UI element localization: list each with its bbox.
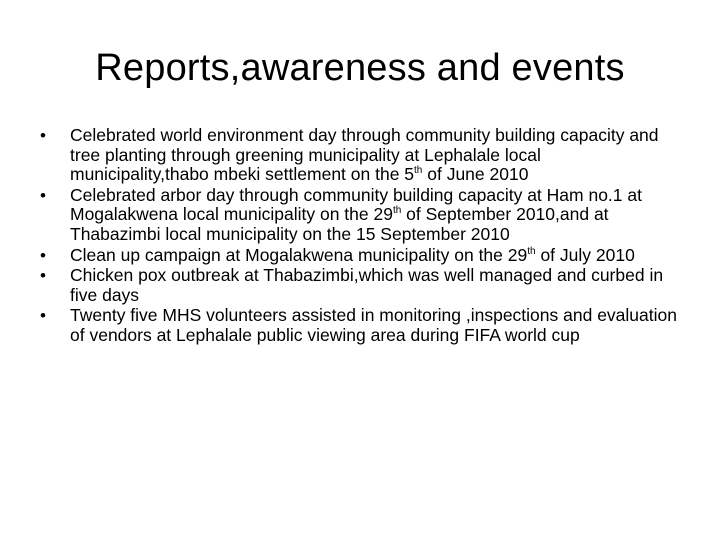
bullet-icon: • bbox=[40, 185, 46, 205]
bullet-icon: • bbox=[40, 306, 46, 326]
slide-title: Reports,awareness and events bbox=[95, 47, 625, 89]
bullet-item bbox=[36, 186, 684, 245]
bullet-text: Chicken pox outbreak at Thabazimbi,which was well managed and curbed in five days bbox=[70, 265, 664, 305]
bullet-item bbox=[36, 266, 684, 305]
bullet-text: Twenty five MHS volunteers assisted in monitoring ,inspections and evaluation of vendors at Lephalale public viewing area during FIFA world cup bbox=[70, 305, 677, 345]
bullet-item bbox=[36, 246, 684, 266]
bullet-text: Celebrated arbor day through community building capacity at Ham no.1 at Mogalakwena local municipality on the 29th of September 2010,and at Thabazimbi local municipality on the 15 September 2010 bbox=[70, 184, 642, 244]
bullet-list bbox=[36, 126, 684, 347]
bullet-icon: • bbox=[40, 266, 46, 286]
bullet-icon: • bbox=[40, 245, 46, 265]
bullet-text: Celebrated world environment day through community building capacity and tree planting through greening municipality at Lephalale local municipality,thabo mbeki settlement on the 5th of June 2010 bbox=[70, 125, 659, 185]
bullet-item bbox=[36, 306, 684, 345]
bullet-text: Clean up campaign at Mogalakwena municipality on the 29th of July 2010 bbox=[70, 244, 635, 265]
bullet-item bbox=[36, 126, 684, 185]
bullet-icon: • bbox=[40, 126, 46, 145]
